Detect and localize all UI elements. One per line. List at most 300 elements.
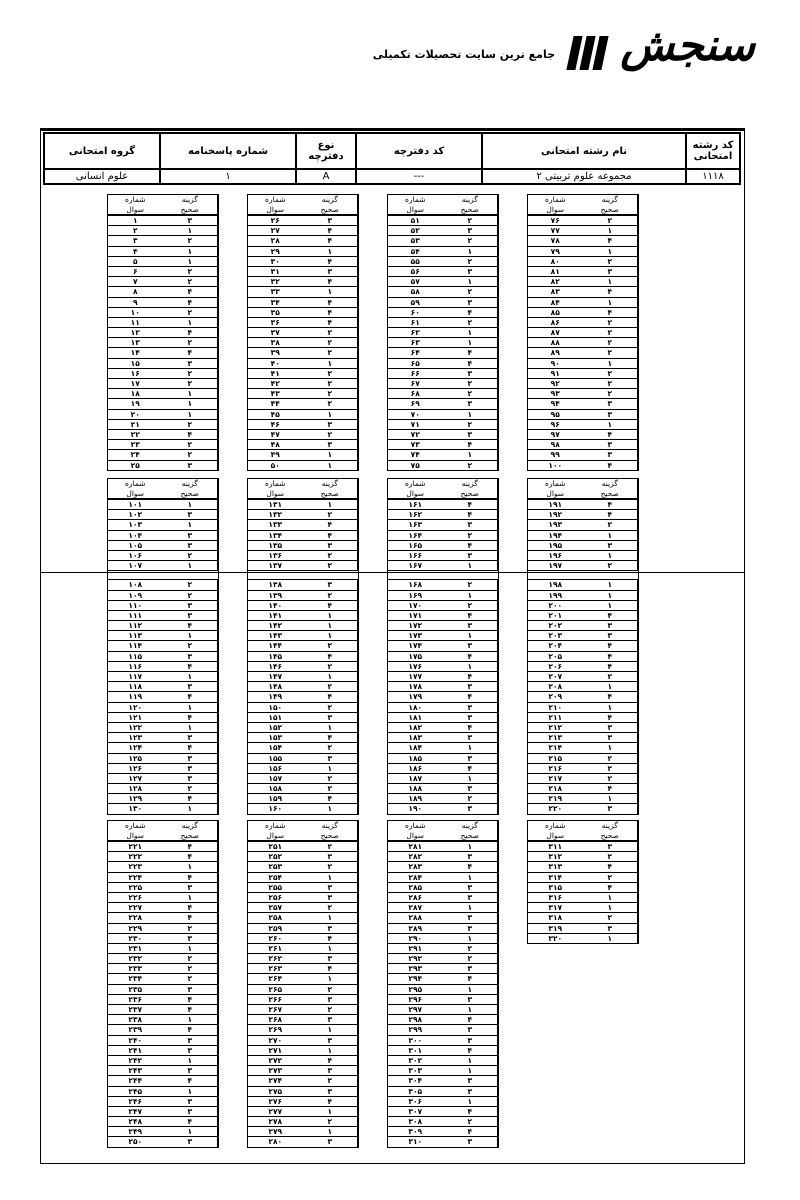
answer-row xyxy=(248,1046,358,1056)
answer-row xyxy=(108,389,218,399)
correct-answer: ۳ xyxy=(303,883,359,892)
correct-answer: ۴ xyxy=(583,308,639,317)
question-number: ۳۰۷ xyxy=(408,1106,423,1116)
answer-row xyxy=(388,804,498,813)
correct-answer: ۲ xyxy=(163,236,219,245)
correct-answer: ۲ xyxy=(303,682,359,691)
correct-answer: ۲ xyxy=(303,561,359,570)
answer-row xyxy=(388,995,498,1005)
question-number: ۲۳۱ xyxy=(128,943,143,953)
question-number: ۷۳ xyxy=(410,440,420,450)
question-number: ۱۱۵ xyxy=(128,651,143,661)
correct-answer: ۴ xyxy=(163,348,219,357)
answer-row xyxy=(248,692,358,702)
correct-answer: ۱ xyxy=(163,862,219,871)
correct-answer: ۲ xyxy=(303,338,359,347)
correct-answer: ۱ xyxy=(583,794,639,803)
question-number: ۶۵ xyxy=(410,358,420,368)
answer-block-1 xyxy=(107,194,639,471)
answer-row xyxy=(388,611,498,621)
correct-answer: ۲ xyxy=(303,903,359,912)
correct-answer: ۴ xyxy=(163,903,219,912)
question-number: ۱۶۰ xyxy=(268,804,283,814)
correct-answer: ۲ xyxy=(583,216,639,225)
correct-answer: ۳ xyxy=(583,399,639,408)
correct-answer: ۱ xyxy=(303,621,359,630)
correct-answer-header: گزینه صحیح xyxy=(303,479,359,498)
correct-answer: ۳ xyxy=(443,682,499,691)
answer-row xyxy=(388,541,498,551)
question-number: ۶۷ xyxy=(410,379,420,388)
question-number: ۲۸۹ xyxy=(408,923,423,933)
answer-block-2 xyxy=(107,478,639,815)
answer-row xyxy=(108,410,218,420)
question-number: ۸۲ xyxy=(550,277,560,287)
question-number: ۳۰۸ xyxy=(408,1117,423,1127)
correct-answer: ۲ xyxy=(583,328,639,337)
answer-row xyxy=(108,450,218,460)
answer-row xyxy=(528,359,638,369)
answer-row xyxy=(388,226,498,236)
answer-row xyxy=(528,754,638,764)
answer-row xyxy=(528,247,638,257)
answer-row xyxy=(108,1025,218,1035)
question-number: ۶ xyxy=(132,266,138,276)
correct-answer: ۲ xyxy=(303,862,359,871)
correct-answer: ۳ xyxy=(443,804,499,813)
question-number: ۱۲۲ xyxy=(128,722,143,732)
correct-answer: ۳ xyxy=(163,883,219,892)
correct-answer: ۱ xyxy=(443,842,499,851)
question-number: ۱۹۳ xyxy=(548,520,563,530)
question-number: ۲۲۶ xyxy=(128,892,143,902)
answer-row xyxy=(388,703,498,713)
correct-answer: ۳ xyxy=(163,510,219,519)
correct-answer: ۱ xyxy=(443,328,499,337)
answer-row xyxy=(388,692,498,702)
correct-answer: ۴ xyxy=(163,913,219,922)
correct-answer: ۱ xyxy=(163,944,219,953)
answer-row xyxy=(528,318,638,328)
answer-row xyxy=(248,338,358,348)
answer-row xyxy=(108,277,218,287)
question-number: ۱۴۰ xyxy=(268,600,283,610)
question-number: ۳۰۹ xyxy=(408,1127,423,1137)
answer-row xyxy=(108,934,218,944)
question-number-header: شماره سوال xyxy=(405,821,426,840)
correct-answer: ۱ xyxy=(583,226,639,235)
question-number: ۲۷۹ xyxy=(268,1127,283,1137)
correct-answer: ۳ xyxy=(443,551,499,560)
question-number: ۳۱۱ xyxy=(548,842,563,851)
question-number: ۳۹ xyxy=(270,348,280,358)
answer-row xyxy=(108,954,218,964)
question-number: ۴۰ xyxy=(270,358,280,368)
answer-row xyxy=(388,500,498,510)
question-number: ۷۵ xyxy=(410,460,420,470)
correct-answer: ۳ xyxy=(443,995,499,1004)
answer-row xyxy=(388,531,498,541)
correct-answer: ۴ xyxy=(583,713,639,722)
question-number: ۱۶۳ xyxy=(408,520,423,530)
answer-row xyxy=(388,1025,498,1035)
answer-row xyxy=(248,1005,358,1015)
answer-table xyxy=(387,194,499,471)
answer-row xyxy=(108,743,218,753)
question-number: ۱۶۸ xyxy=(408,580,423,590)
correct-answer: ۱ xyxy=(163,247,219,256)
question-number: ۱۶۴ xyxy=(408,530,423,540)
answer-row xyxy=(108,226,218,236)
question-number: ۳۵ xyxy=(270,307,280,317)
correct-answer: ۱ xyxy=(443,985,499,994)
question-number: ۱۴۹ xyxy=(268,692,283,702)
correct-answer: ۴ xyxy=(583,862,639,871)
answer-row xyxy=(248,500,358,510)
exam-info-table xyxy=(43,132,741,185)
question-number: ۲۹۲ xyxy=(408,954,423,964)
answer-row xyxy=(248,784,358,794)
correct-answer: ۱ xyxy=(443,774,499,783)
answer-row xyxy=(248,308,358,318)
answer-row xyxy=(108,893,218,903)
question-number-header: شماره سوال xyxy=(545,195,566,214)
answer-row xyxy=(108,641,218,651)
answer-table xyxy=(107,820,219,1148)
answer-table-header xyxy=(528,821,638,842)
answer-row xyxy=(528,450,638,460)
question-number: ۲۵۳ xyxy=(268,862,283,872)
question-number: ۲۴۵ xyxy=(128,1086,143,1096)
answer-row xyxy=(388,236,498,246)
answer-row xyxy=(388,308,498,318)
question-number: ۲۸۳ xyxy=(408,862,423,872)
correct-answer: ۲ xyxy=(443,318,499,327)
correct-answer: ۱ xyxy=(163,703,219,712)
correct-answer-header: گزینه صحیح xyxy=(443,195,499,214)
answer-row xyxy=(108,1097,218,1107)
correct-answer: ۳ xyxy=(163,541,219,550)
correct-answer: ۲ xyxy=(163,450,219,459)
label-booklet-code: کد دفترچه xyxy=(356,133,482,169)
question-number: ۱۲ xyxy=(130,328,140,338)
correct-answer: ۱ xyxy=(583,551,639,560)
question-number: ۲۰۹ xyxy=(548,692,563,702)
correct-answer: ۴ xyxy=(443,1015,499,1024)
correct-answer: ۴ xyxy=(303,277,359,286)
correct-answer: ۲ xyxy=(583,520,639,529)
correct-answer: ۱ xyxy=(163,1127,219,1136)
question-number: ۵۰ xyxy=(270,460,280,470)
question-number: ۳۱۴ xyxy=(548,872,563,882)
answer-row xyxy=(528,338,638,348)
question-number: ۱۰۹ xyxy=(128,590,143,600)
question-number: ۱۴۵ xyxy=(268,651,283,661)
correct-answer: ۱ xyxy=(583,601,639,610)
question-number: ۳۱۸ xyxy=(548,913,563,923)
question-number: ۲۴۹ xyxy=(128,1127,143,1137)
answer-row xyxy=(248,703,358,713)
correct-answer: ۱ xyxy=(583,743,639,752)
correct-answer: ۴ xyxy=(583,430,639,439)
answer-row xyxy=(248,1087,358,1097)
answer-row xyxy=(108,216,218,226)
answer-row xyxy=(528,611,638,621)
question-number: ۲۴۰ xyxy=(128,1035,143,1045)
correct-answer: ۳ xyxy=(303,754,359,763)
answer-row xyxy=(388,579,498,590)
question-number: ۱۳۰ xyxy=(128,804,143,814)
correct-answer: ۴ xyxy=(303,601,359,610)
question-number: ۴ xyxy=(132,246,138,256)
answer-table xyxy=(107,194,219,471)
answer-table-header xyxy=(388,195,498,216)
question-number: ۲۰۶ xyxy=(548,661,563,671)
correct-answer: ۱ xyxy=(163,1015,219,1024)
question-number: ۹۰ xyxy=(550,358,560,368)
correct-answer: ۳ xyxy=(163,652,219,661)
question-number: ۲۰۲ xyxy=(548,621,563,631)
question-number: ۱۴۷ xyxy=(268,672,283,681)
answer-row xyxy=(388,440,498,450)
answer-row xyxy=(248,247,358,257)
answer-row xyxy=(528,267,638,277)
correct-answer: ۴ xyxy=(583,236,639,245)
correct-answer: ۲ xyxy=(303,389,359,398)
answer-row xyxy=(248,1015,358,1025)
correct-answer: ۳ xyxy=(163,774,219,783)
answer-row xyxy=(528,257,638,267)
answer-row xyxy=(108,774,218,784)
question-number: ۲۷۱ xyxy=(268,1045,283,1055)
question-number-header: شماره سوال xyxy=(265,821,286,840)
correct-answer: ۳ xyxy=(443,913,499,922)
question-number: ۲۸۷ xyxy=(408,903,423,913)
answer-row xyxy=(248,794,358,804)
answer-row xyxy=(388,359,498,369)
answer-row xyxy=(528,430,638,440)
correct-answer: ۲ xyxy=(583,561,639,570)
answer-table-header xyxy=(248,479,358,500)
question-number: ۲۶۷ xyxy=(268,1005,283,1014)
answer-row xyxy=(528,934,638,943)
correct-answer: ۴ xyxy=(163,842,219,851)
answer-row xyxy=(108,1076,218,1086)
question-number: ۱۶۱ xyxy=(408,500,423,509)
correct-answer: ۲ xyxy=(303,510,359,519)
question-number: ۷۴ xyxy=(410,450,420,460)
question-number: ۱۱۹ xyxy=(128,692,143,702)
correct-answer: ۱ xyxy=(583,298,639,307)
answer-table-header xyxy=(528,195,638,216)
question-number: ۱۲۱ xyxy=(128,712,143,722)
answer-row xyxy=(248,277,358,287)
correct-answer: ۴ xyxy=(303,226,359,235)
question-number: ۳۱۵ xyxy=(548,882,563,892)
question-number: ۵۸ xyxy=(410,287,420,297)
correct-answer: ۲ xyxy=(163,338,219,347)
question-number: ۳۸ xyxy=(270,338,280,348)
answer-row xyxy=(248,733,358,743)
question-number: ۱۰۵ xyxy=(128,540,143,550)
answer-row xyxy=(388,784,498,794)
correct-answer: ۳ xyxy=(583,450,639,459)
question-number: ۵۴ xyxy=(410,246,420,256)
answer-table-header xyxy=(248,195,358,216)
correct-answer: ۲ xyxy=(583,379,639,388)
answer-row xyxy=(528,601,638,611)
correct-answer: ۴ xyxy=(443,692,499,701)
correct-answer: ۱ xyxy=(303,359,359,368)
answer-row xyxy=(248,510,358,520)
question-number-header: شماره سوال xyxy=(125,195,146,214)
answer-row xyxy=(528,713,638,723)
correct-answer: ۳ xyxy=(583,541,639,550)
question-number: ۲۰۷ xyxy=(548,672,563,681)
correct-answer: ۴ xyxy=(163,713,219,722)
answer-row xyxy=(248,723,358,733)
answer-row xyxy=(388,1036,498,1046)
answer-table xyxy=(107,478,219,815)
question-number: ۱۵ xyxy=(130,358,140,368)
question-number: ۵۱ xyxy=(410,216,420,225)
correct-answer: ۳ xyxy=(443,893,499,902)
value-booklet-type: A xyxy=(296,169,356,184)
correct-answer: ۴ xyxy=(583,883,639,892)
question-number: ۷۶ xyxy=(550,216,560,225)
correct-answer: ۴ xyxy=(443,1046,499,1055)
question-number: ۲۹۴ xyxy=(408,974,423,984)
question-number: ۱۴۸ xyxy=(268,682,283,692)
question-number: ۱۰۳ xyxy=(128,520,143,530)
correct-answer: ۳ xyxy=(583,723,639,732)
correct-answer: ۴ xyxy=(163,692,219,701)
correct-answer: ۳ xyxy=(443,883,499,892)
answer-row xyxy=(248,954,358,964)
answer-row xyxy=(528,672,638,682)
correct-answer: ۲ xyxy=(583,764,639,773)
answer-row xyxy=(388,399,498,409)
question-number: ۱۹۹ xyxy=(548,590,563,600)
correct-answer: ۳ xyxy=(163,754,219,763)
correct-answer: ۳ xyxy=(163,461,219,470)
correct-answer: ۴ xyxy=(443,764,499,773)
answer-row xyxy=(528,852,638,862)
answer-row xyxy=(248,461,358,470)
question-number: ۲۵۲ xyxy=(268,852,283,862)
correct-answer: ۱ xyxy=(303,723,359,732)
correct-answer: ۴ xyxy=(443,723,499,732)
correct-answer: ۳ xyxy=(163,611,219,620)
correct-answer: ۳ xyxy=(163,1036,219,1045)
correct-answer: ۲ xyxy=(583,754,639,763)
answer-row xyxy=(388,298,498,308)
correct-answer: ۳ xyxy=(443,520,499,529)
correct-answer: ۴ xyxy=(583,652,639,661)
question-number: ۱۰۴ xyxy=(128,530,143,540)
question-number: ۱۳ xyxy=(130,338,140,348)
question-number: ۳ xyxy=(132,236,138,246)
correct-answer: ۲ xyxy=(443,287,499,296)
correct-answer: ۳ xyxy=(303,954,359,963)
correct-answer: ۱ xyxy=(303,461,359,470)
answer-row xyxy=(388,954,498,964)
question-number: ۱۶۶ xyxy=(408,550,423,560)
answer-row xyxy=(388,862,498,872)
correct-answer: ۲ xyxy=(163,420,219,429)
answer-row xyxy=(108,420,218,430)
correct-answer: ۲ xyxy=(303,430,359,439)
question-number: ۱۲۶ xyxy=(128,763,143,773)
question-number: ۲۳۵ xyxy=(128,984,143,994)
correct-answer: ۱ xyxy=(443,631,499,640)
question-number: ۶۳ xyxy=(410,338,420,348)
question-number: ۲۵۵ xyxy=(268,882,283,892)
question-number: ۱۳۹ xyxy=(268,590,283,600)
question-number: ۱۷۵ xyxy=(408,651,423,661)
answer-row xyxy=(528,873,638,883)
answer-row xyxy=(388,216,498,226)
correct-answer: ۴ xyxy=(583,461,639,470)
answer-row xyxy=(108,379,218,389)
question-number: ۱۴۱ xyxy=(268,610,283,620)
correct-answer: ۳ xyxy=(443,621,499,630)
correct-answer: ۱ xyxy=(163,723,219,732)
answer-row xyxy=(388,561,498,571)
question-number: ۲۱۰ xyxy=(548,702,563,712)
answer-row xyxy=(388,852,498,862)
answer-row xyxy=(108,794,218,804)
question-number: ۲۹۰ xyxy=(408,933,423,943)
correct-answer: ۱ xyxy=(303,804,359,813)
answer-row xyxy=(108,1046,218,1056)
answer-row xyxy=(248,520,358,530)
question-number: ۶۴ xyxy=(410,348,420,358)
question-number: ۹ xyxy=(132,297,138,307)
answer-row xyxy=(388,257,498,267)
question-number: ۲۴۱ xyxy=(128,1045,143,1055)
correct-answer: ۳ xyxy=(163,764,219,773)
question-number: ۲۱۱ xyxy=(548,712,563,722)
answer-row xyxy=(248,389,358,399)
answer-row xyxy=(248,995,358,1005)
correct-answer: ۱ xyxy=(583,531,639,540)
answer-row xyxy=(108,298,218,308)
correct-answer: ۳ xyxy=(583,733,639,742)
correct-answer: ۴ xyxy=(583,784,639,793)
answer-row xyxy=(388,601,498,611)
question-number: ۵۷ xyxy=(410,277,420,287)
answer-row xyxy=(248,1097,358,1107)
question-number: ۱۹۵ xyxy=(548,540,563,550)
question-number: ۴۶ xyxy=(270,419,280,429)
question-number: ۲۷۵ xyxy=(268,1086,283,1096)
question-number: ۲۶۶ xyxy=(268,994,283,1004)
answer-row xyxy=(528,236,638,246)
correct-answer: ۲ xyxy=(443,580,499,589)
answer-row xyxy=(248,551,358,561)
question-number: ۱۶۲ xyxy=(408,510,423,520)
correct-answer: ۱ xyxy=(443,591,499,600)
answer-row xyxy=(248,852,358,862)
correct-answer: ۳ xyxy=(443,713,499,722)
correct-answer: ۴ xyxy=(443,359,499,368)
answer-row xyxy=(528,461,638,470)
question-number: ۲۸۲ xyxy=(408,852,423,862)
answer-row xyxy=(388,743,498,753)
answer-row xyxy=(108,267,218,277)
question-number: ۲۰۱ xyxy=(548,610,563,620)
